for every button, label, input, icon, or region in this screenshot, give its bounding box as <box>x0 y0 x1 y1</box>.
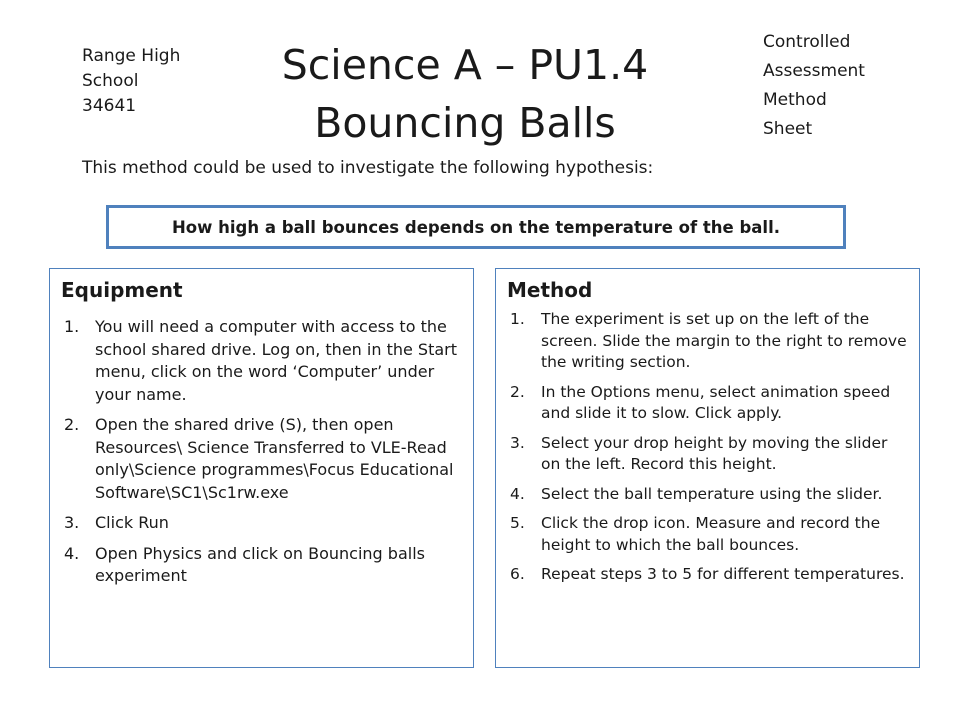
method-list <box>510 309 910 594</box>
item-number: 2. <box>510 382 525 401</box>
list-item <box>510 309 910 374</box>
sheet-type-label <box>763 28 913 144</box>
item-number: 6. <box>510 565 525 583</box>
item-number: 1. <box>64 317 80 336</box>
item-text: Select your drop height by moving the slider on the left. Record this height. <box>541 433 888 473</box>
equipment-list <box>64 316 468 596</box>
method-heading: Method <box>507 278 593 302</box>
item-text: In the Options menu, select animation speed and slide it to slow. Click apply. <box>541 382 891 422</box>
item-text: You will need a computer with access to the school shared drive. Log on, then in the Start menu, click on the word ‘Computer’ under your name. <box>95 317 457 404</box>
school-info <box>82 44 212 119</box>
school-line: Range High <box>82 46 181 66</box>
hypothesis-box <box>106 205 846 249</box>
item-text: Click the drop icon. Measure and record the height to which the ball bounces. <box>541 514 881 554</box>
item-number: 1. <box>510 310 525 328</box>
list-item <box>64 316 468 406</box>
item-number: 4. <box>510 484 525 503</box>
list-item <box>64 543 468 588</box>
sheet-type-line: Assessment <box>763 61 865 81</box>
item-text: Repeat steps 3 to 5 for different temperatures. <box>541 565 905 583</box>
item-number: 2. <box>64 415 80 434</box>
item-text: Select the ball temperature using the slider. <box>541 484 883 503</box>
list-item <box>64 512 468 535</box>
item-number: 4. <box>64 543 80 563</box>
item-text: Open the shared drive (S), then open Resources\ Science Transferred to VLE-Read only\Science programmes\Focus Educational Software\SC1\Sc1rw.exe <box>95 415 454 502</box>
equipment-heading: Equipment <box>61 278 183 302</box>
item-number: 3. <box>510 433 525 452</box>
school-code: 34641 <box>82 96 137 116</box>
intro-text: This method could be used to investigate the following hypothesis: <box>82 158 654 178</box>
item-text: The experiment is set up on the left of the screen. Slide the margin to the right to remove the writing section. <box>541 310 907 371</box>
list-item <box>510 433 910 476</box>
list-item <box>510 382 910 425</box>
method-panel <box>495 268 920 668</box>
list-item <box>510 513 910 556</box>
item-number: 5. <box>510 514 525 532</box>
school-line: School <box>82 71 139 91</box>
item-text: Open Physics and click on Bouncing balls experiment <box>95 543 425 585</box>
item-number: 3. <box>64 513 80 532</box>
page-title <box>200 36 730 152</box>
list-item <box>510 564 910 586</box>
list-item <box>64 414 468 504</box>
list-item <box>510 484 910 506</box>
sheet-type-line: Sheet <box>763 119 813 139</box>
sheet-type-line: Method <box>763 90 827 110</box>
sheet-type-line: Controlled <box>763 32 851 52</box>
title-line-1: Science A – PU1.4 <box>281 41 649 89</box>
item-text: Click Run <box>95 513 169 532</box>
title-line-2: Bouncing Balls <box>314 99 616 147</box>
hypothesis-text: How high a ball bounces depends on the temperature of the ball. <box>171 217 781 237</box>
equipment-panel <box>49 268 474 668</box>
